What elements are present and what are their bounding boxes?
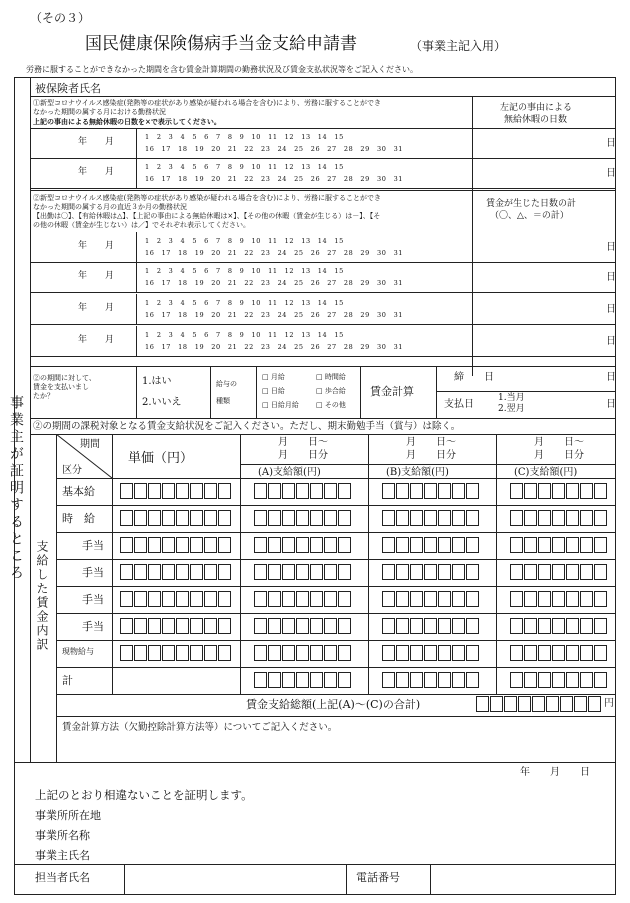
pay-type-checkbox[interactable]: □ 日給 [262, 387, 285, 395]
period-to: 月 日分 [406, 450, 456, 461]
form-title: 国民健康保険傷病手当金支給申請書 [85, 34, 357, 54]
wage-row-label: 手当 [82, 539, 104, 552]
amount-cells[interactable] [510, 564, 608, 580]
cutoff-label: 締 日 [454, 372, 494, 383]
period-from: 月 日～ [278, 437, 328, 448]
section2-note: ②新型コロナウイルス感染症(発熱等の症状があり感染が疑われる場合を含む)により、労務に服することができ [33, 194, 382, 202]
pay-question: たか？ [33, 392, 54, 400]
paid-wage-breakdown-label: 支給した賃金内訳 [35, 540, 49, 652]
section2-note: なかった期間の属する月の直近３か月の勤務状況 [33, 203, 187, 211]
wage-row-label: 計 [62, 674, 73, 687]
wage-row-label: 手当 [82, 620, 104, 633]
amount-cells[interactable] [382, 510, 480, 526]
calendar-days[interactable]: 1 2 3 4 5 6 7 8 9 10 11 12 13 14 15 [145, 133, 344, 141]
year-month-label[interactable]: 年 月 [78, 271, 115, 281]
year-month-label[interactable]: 年 月 [78, 241, 115, 251]
period-to: 月 日分 [534, 450, 584, 461]
total-amount-cells[interactable] [476, 696, 602, 712]
pay-question: ②の期間に対して、 [33, 374, 96, 382]
section1-right: 左記の事由による [500, 103, 573, 113]
period-from: 月 日～ [534, 437, 584, 448]
category-label: 区分 [62, 465, 82, 476]
amount-cells[interactable] [120, 564, 232, 580]
phone-label: 電話番号 [356, 871, 400, 884]
calendar-days[interactable]: 16 17 18 19 20 21 22 23 24 25 26 27 28 29 30 31 [145, 145, 404, 153]
amount-cells[interactable] [510, 510, 608, 526]
section2-right: 賃金が生じた日数の計 [486, 199, 577, 209]
amount-cells[interactable] [510, 672, 608, 688]
amount-cells[interactable] [382, 483, 480, 499]
col-b-header: (B)支給額(円) [386, 467, 449, 478]
pay-type-checkbox[interactable]: □ 歩合給 [316, 387, 346, 395]
day-unit: 日 [606, 336, 616, 347]
wage-row-label: 現物給与 [62, 647, 94, 656]
pay-type-checkbox[interactable]: □ その他 [316, 401, 346, 409]
section2-note: の他の休暇（賃金が生じない）は／】でそれぞれ表示してください。 [33, 221, 250, 229]
day-unit: 日 [606, 272, 616, 283]
amount-cells[interactable] [510, 645, 608, 661]
amount-cells[interactable] [510, 537, 608, 553]
unit-price-header: 単価（円） [128, 451, 194, 466]
form-instruction: 労務に服することができなかった期間を含む賃金計算期間の勤務状況及び賃金支払状況等をご記入ください。 [26, 65, 418, 74]
pay-type-checkbox[interactable]: □ 日給月給 [262, 401, 299, 409]
payday-label: 支払日 [444, 399, 474, 410]
calendar-days[interactable]: 16 17 18 19 20 21 22 23 24 25 26 27 28 29 30 31 [145, 311, 404, 319]
section2-note: 【出勤は〇】、【有給休暇は△】、【上記の事由による無給休暇は×】、【その他の休暇（賃金が生じる）は－】、【そ [33, 212, 381, 220]
office-address-label: 事業所所在地 [35, 809, 101, 822]
certify-statement: 上記のとおり相違ないことを証明します。 [35, 788, 253, 802]
calendar-days[interactable]: 1 2 3 4 5 6 7 8 9 10 11 12 13 14 15 [145, 237, 344, 245]
paid-no-option[interactable]: 2.いいえ [142, 397, 182, 408]
amount-cells[interactable] [254, 591, 352, 607]
pay-type-label: 給与の [216, 380, 237, 388]
amount-cells[interactable] [120, 591, 232, 607]
calendar-days[interactable]: 1 2 3 4 5 6 7 8 9 10 11 12 13 14 15 [145, 331, 344, 339]
insured-name-label: 被保険者氏名 [35, 82, 101, 95]
amount-cells[interactable] [382, 645, 480, 661]
wage-row-label: 手当 [82, 566, 104, 579]
period-from: 月 日～ [406, 437, 456, 448]
amount-cells[interactable] [254, 672, 352, 688]
calendar-days[interactable]: 1 2 3 4 5 6 7 8 9 10 11 12 13 14 15 [145, 299, 344, 307]
year-month-label[interactable]: 年 月 [78, 335, 115, 345]
wage-row-label: 基本給 [62, 485, 95, 498]
wage-calc-label: 賃金計算 [370, 385, 414, 398]
day-unit: 日 [606, 168, 616, 179]
payday-option[interactable]: 2.翌月 [498, 404, 525, 414]
calendar-days[interactable]: 16 17 18 19 20 21 22 23 24 25 26 27 28 29 30 31 [145, 175, 404, 183]
amount-cells[interactable] [510, 483, 608, 499]
amount-cells[interactable] [120, 645, 232, 661]
amount-cells[interactable] [120, 510, 232, 526]
period-to: 月 日分 [278, 450, 328, 461]
day-unit: 日 [606, 304, 616, 315]
paid-yes-option[interactable]: 1.はい [142, 376, 172, 387]
calendar-days[interactable]: 16 17 18 19 20 21 22 23 24 25 26 27 28 29 30 31 [145, 249, 404, 257]
amount-cells[interactable] [382, 564, 480, 580]
amount-cells[interactable] [382, 672, 480, 688]
calendar-days[interactable]: 1 2 3 4 5 6 7 8 9 10 11 12 13 14 15 [145, 267, 344, 275]
pay-type-checkbox[interactable]: □ 時間給 [316, 373, 346, 381]
calendar-days[interactable]: 16 17 18 19 20 21 22 23 24 25 26 27 28 29 30 31 [145, 343, 404, 351]
employer-side-label: 事業主が証明するところ [8, 395, 24, 582]
section1-note: ①新型コロナウイルス感染症(発熱等の症状があり感染が疑われる場合を含む)により、労務に服することができ [33, 99, 382, 107]
certify-date[interactable]: 年 月 日 [520, 767, 590, 778]
pay-question: 賃金を支払いまし [33, 383, 89, 391]
year-month-label[interactable]: 年 月 [78, 167, 115, 177]
day-unit: 日 [606, 399, 616, 410]
amount-cells[interactable] [510, 591, 608, 607]
form-number: （その３） [30, 11, 91, 25]
amount-cells[interactable] [382, 537, 480, 553]
person-in-charge-label: 担当者氏名 [35, 871, 90, 884]
form-title-suffix: （事業主記入用） [410, 39, 507, 53]
amount-cells[interactable] [254, 645, 352, 661]
day-unit: 日 [606, 138, 616, 149]
col-c-header: (C)支給額(円) [514, 467, 578, 478]
amount-cells[interactable] [510, 618, 608, 634]
amount-cells[interactable] [254, 564, 352, 580]
amount-cells[interactable] [254, 483, 352, 499]
amount-cells[interactable] [120, 537, 232, 553]
calendar-days[interactable]: 16 17 18 19 20 21 22 23 24 25 26 27 28 29 30 31 [145, 279, 404, 287]
office-name-label: 事業所名称 [35, 829, 90, 842]
amount-cells[interactable] [120, 483, 232, 499]
calc-method-label: 賃金計算方法（欠勤控除計算方法等）についてご記入ください。 [62, 722, 338, 733]
wage-row-label: 手当 [82, 593, 104, 606]
employer-name-label: 事業主氏名 [35, 849, 90, 862]
amount-cells[interactable] [254, 537, 352, 553]
amount-cells[interactable] [254, 510, 352, 526]
day-unit: 日 [606, 242, 616, 253]
section1-note: なかった期間の属する月における勤務状況 [33, 108, 166, 116]
yen-unit: 円 [604, 698, 614, 709]
day-unit: 日 [606, 372, 616, 383]
payday-option[interactable]: 1.当月 [498, 393, 525, 403]
col-a-header: (A)支給額(円) [258, 467, 321, 478]
amount-cells[interactable] [382, 618, 480, 634]
wage-row-label: 時 給 [62, 512, 95, 525]
section1-right: 無給休暇の日数 [504, 115, 568, 125]
amount-cells[interactable] [120, 618, 232, 634]
year-month-label[interactable]: 年 月 [78, 137, 115, 147]
section1-note: 上記の事由による無給休暇の日数を×で表示してください。 [33, 117, 221, 126]
amount-cells[interactable] [382, 591, 480, 607]
total-label: 賃金支給総額(上記(A)～(C)の合計) [246, 698, 421, 711]
year-month-label[interactable]: 年 月 [78, 303, 115, 313]
calendar-days[interactable]: 1 2 3 4 5 6 7 8 9 10 11 12 13 14 15 [145, 163, 344, 171]
period-label: 期間 [80, 439, 100, 450]
pay-type-label: 種類 [216, 397, 230, 405]
section3-note: ②の期間の課税対象となる賃金支給状況をご記入ください。ただし、期末勤勉手当（賞与）は除く。 [33, 421, 461, 432]
pay-type-checkbox[interactable]: □ 月給 [262, 373, 285, 381]
amount-cells[interactable] [254, 618, 352, 634]
section2-right: （〇、△、＝の計） [490, 211, 569, 221]
